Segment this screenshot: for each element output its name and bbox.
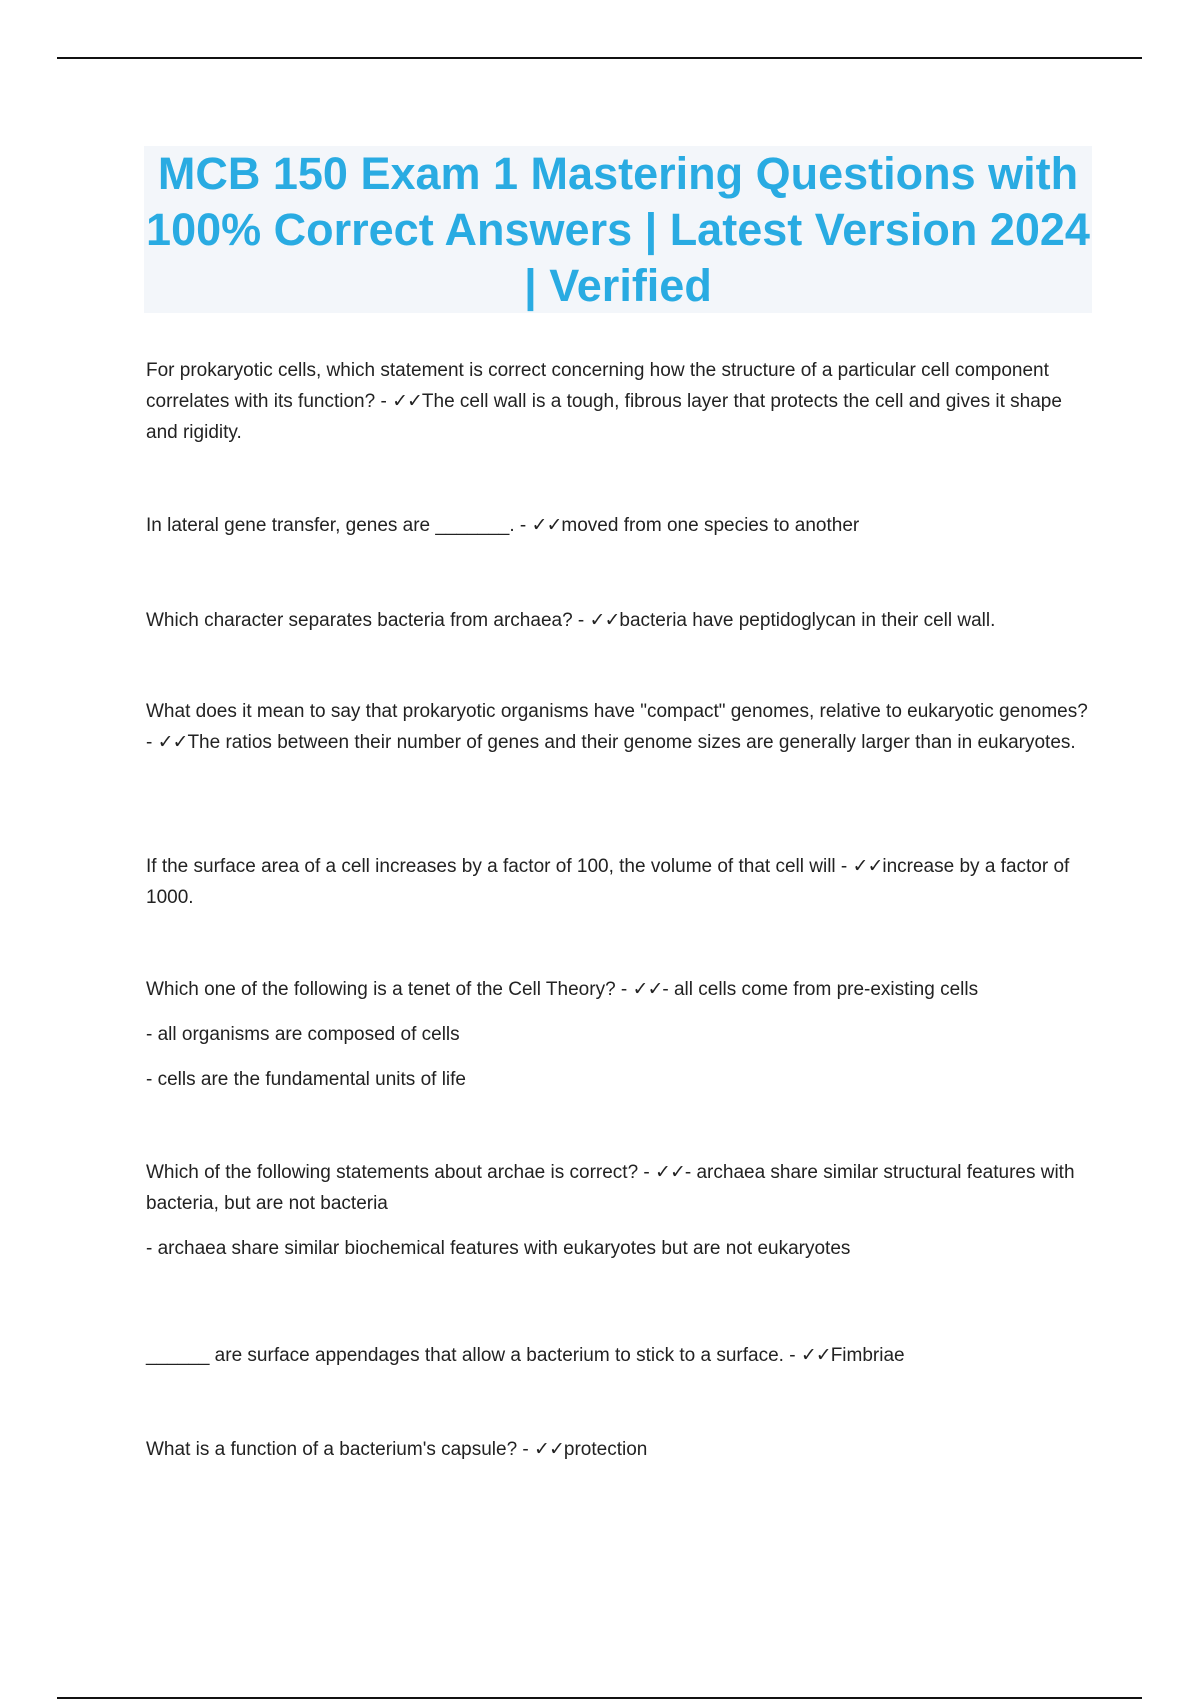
document-title: MCB 150 Exam 1 Mastering Questions with 100% Correct Answers | Latest Version 2024 | Verified (146, 148, 1090, 311)
question-text: Which one of the following is a tenet of the Cell Theory? (146, 979, 616, 1000)
check-marks-icon: ✓✓ (392, 391, 422, 412)
answer-text: moved from one species to another (561, 515, 860, 536)
qa-item: If the surface area of a cell increases by a factor of 100, the volume of that cell will - ✓✓increase by a factor of 1000. (146, 856, 1070, 908)
check-marks-icon: ✓✓ (534, 1439, 564, 1460)
answer-extra-line: - all organisms are composed of cells (146, 1024, 460, 1045)
bottom-rule (57, 1697, 1142, 1699)
answer-extra-line: - archaea share similar biochemical features with eukaryotes but are not eukaryotes (146, 1238, 851, 1259)
qa-item: Which one of the following is a tenet of the Cell Theory? - ✓✓- all cells come from pre-existing cells - all organisms are composed of cells - cells are the fundamental units of life (146, 974, 978, 1095)
answer-extra-line: - cells are the fundamental units of life (146, 1069, 467, 1090)
answer-text: The cell wall is a tough, fibrous layer that protects the cell and gives it shape and rigidity. (146, 391, 1062, 443)
question-text: If the surface area of a cell increases by a factor of 100, the volume of that cell will (146, 856, 836, 877)
answer-text: - all cells come from pre-existing cells (662, 979, 979, 1000)
answer-text: protection (563, 1439, 648, 1460)
answer-text: - archaea share similar structural features with bacteria, but are not bacteria (146, 1162, 1075, 1214)
answer-text: bacteria have peptidoglycan in their cell wall. (619, 610, 996, 631)
qa-item: Which character separates bacteria from archaea? - ✓✓bacteria have peptidoglycan in their cell wall. (146, 610, 996, 631)
question-text: What does it mean to say that prokaryotic organisms have "compact" genomes, relative to eukaryotic genomes? (146, 701, 1088, 722)
check-marks-icon: ✓✓ (589, 610, 620, 631)
qa-item: In lateral gene transfer, genes are _______. - ✓✓moved from one species to another (146, 515, 860, 536)
qa-item: What does it mean to say that prokaryotic organisms have "compact" genomes, relative to eukaryotic genomes? - ✓✓The ratios between their number of genes and their genome sizes are generally larger than in eukaryotes. (146, 701, 1088, 753)
question-text: For prokaryotic cells, which statement is correct concerning how the structure of a particular cell component correlates with its function? (146, 360, 1049, 412)
check-marks-icon: ✓✓ (157, 732, 188, 753)
title-banner (144, 146, 1092, 313)
question-text: What is a function of a bacterium's capsule? (146, 1439, 518, 1460)
question-text: Which of the following statements about archae is correct? (146, 1162, 639, 1183)
qa-item: What is a function of a bacterium's capsule? - ✓✓protection (146, 1439, 648, 1460)
question-text: In lateral gene transfer, genes are _______. (146, 515, 515, 536)
qa-item: ______ are surface appendages that allow a bacterium to stick to a surface. - ✓✓Fimbriae (146, 1345, 905, 1366)
question-text: Which character separates bacteria from archaea? (146, 610, 573, 631)
check-marks-icon: ✓✓ (632, 979, 663, 1000)
qa-item: Which of the following statements about archae is correct? - ✓✓- archaea share similar structural features with bacteria, but are not bacteria - archaea share similar biochemical features with eukaryotes but are not eukaryotes (146, 1157, 1091, 1264)
check-marks-icon: ✓✓ (655, 1162, 685, 1183)
answer-text: increase by a factor of 1000. (146, 856, 1070, 908)
top-rule (57, 57, 1142, 59)
qa-item: For prokaryotic cells, which statement is correct concerning how the structure of a particular cell component correlates with its function? - ✓✓The cell wall is a tough, fibrous layer that protects the cell and gives it shape and rigidity. (146, 360, 1062, 443)
answer-text: The ratios between their number of genes and their genome sizes are generally larger than in eukaryotes. (187, 732, 1076, 753)
check-marks-icon: ✓✓ (800, 1345, 831, 1366)
question-text: ______ are surface appendages that allow a bacterium to stick to a surface. (146, 1345, 784, 1366)
check-marks-icon: ✓✓ (531, 515, 562, 536)
check-marks-icon: ✓✓ (852, 856, 883, 877)
answer-text: Fimbriae (830, 1345, 905, 1366)
